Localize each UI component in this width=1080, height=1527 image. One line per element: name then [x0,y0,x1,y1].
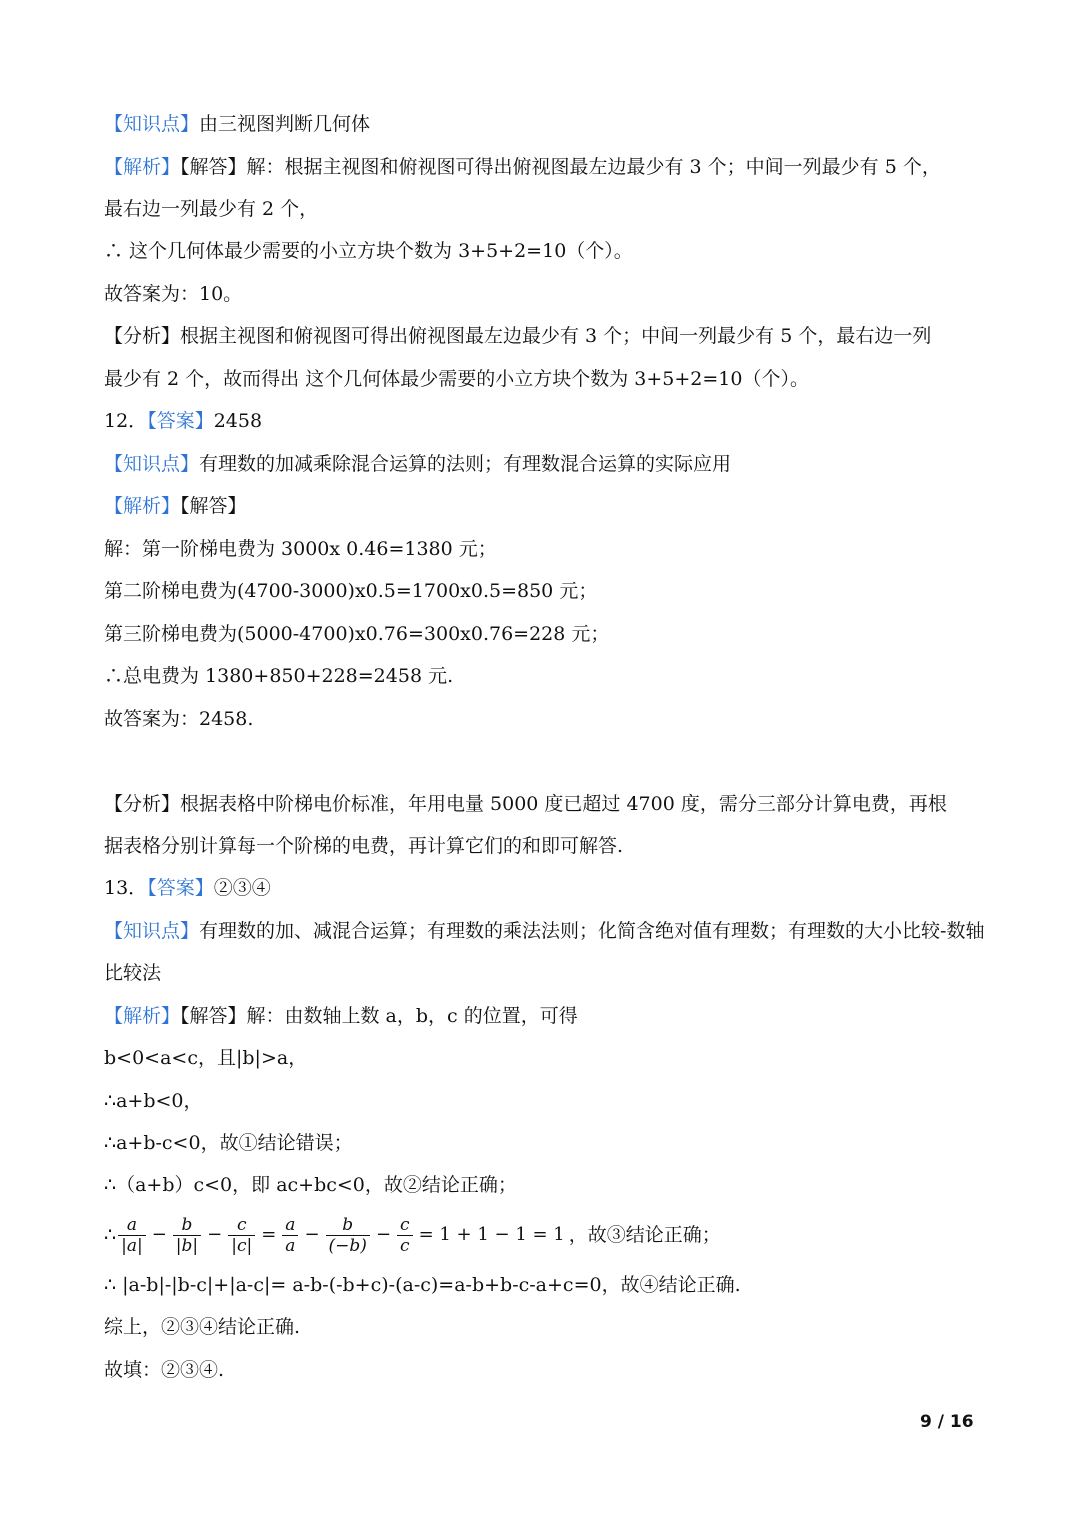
line-text: 综上，②③④结论正确. [104,1316,301,1338]
question-12-answer: 12．【答案】2458 [104,410,263,432]
line-text: 第三阶梯电费为(5000-4700)x0.76=300x0.76=228 元； [104,623,610,645]
line-analysis-11: 【解析】【解答】解：根据主视图和俯视图可得出俯视图最左边最少有 3 个；中间一列最少有 5 个， [104,156,941,178]
tag-knowledge: 【知识点】 [104,920,200,942]
line-answer-12: 故答案为：2458. [104,708,254,730]
line-knowledge-12: 【知识点】有理数的加减乘除混合运算的法则；有理数混合运算的实际应用 [104,453,732,475]
line-text: ∴a+b-c<0，故①结论错误； [104,1132,353,1154]
line-knowledge-13: 【知识点】有理数的加、减混合运算；有理数的乘法法则；化简含绝对值有理数；有理数的大小比较-数轴 [104,920,985,942]
line-text: ∴a+b<0， [104,1090,203,1112]
line-text: 解：第一阶梯电费为 3000x 0.46=1380 元； [104,538,497,560]
fraction: $\frac{b}{|b|}$ [173,1215,201,1256]
question-13-answer: 13．【答案】②③④ [104,877,271,899]
line-text: 最右边一列最少有 2 个， [104,198,319,220]
page-number: 9 / 16 [920,1412,974,1432]
fraction: $\frac{b}{(-b)}$ [326,1215,370,1256]
line-text: 第二阶梯电费为(4700-3000)x0.5=1700x0.5=850 元； [104,580,598,602]
line-answer-13: 故填：②③④. [104,1359,225,1381]
fraction: $\frac{a}{a}$ [282,1215,298,1256]
line-text: b<0<a<c，且|b|>a， [104,1047,308,1069]
line-text: ∴总电费为 1380+850+228=2458 元. [104,665,454,687]
line-explain-11: 【分析】根据主视图和俯视图可得出俯视图最左边最少有 3 个；中间一列最少有 5 个，最右边一列 [104,325,932,347]
line-explain-12: 【分析】根据表格中阶梯电价标准，年用电量 5000 度已超过 4700 度，需分三部分计算电费，再根 [104,793,947,815]
tag-knowledge: 【知识点】 [104,453,200,475]
tag-analysis: 【解析】 [104,1005,181,1027]
tag-answer: 【答案】 [147,410,214,432]
tag-knowledge: 【知识点】 [104,113,200,135]
formula-line: ∴ $\frac{a}{|a|}$ − $\frac{b}{|b|}$ − $\frac{c}{|c|}$ = $\frac{a}{a}$ − $\frac{b}{(-b)}$ − $\frac{c}{c}$ = 1 + 1 − 1 = 1 ，故③结论正确； [104,1214,721,1256]
tag-analysis: 【解析】 [104,495,181,517]
line-text: ∴ |a-b|-|b-c|+|a-c|= a-b-(-b+c)-(a-c)=a-b+b-c-a+c=0，故④结论正确. [104,1274,741,1296]
line-answer-11: 故答案为：10。 [104,283,243,305]
line-text: 比较法 [104,962,162,984]
tag-answer: 【答案】 [147,877,214,899]
line-knowledge-11: 【知识点】由三视图判断几何体 [104,113,371,135]
line-text: ∴（a+b）c<0，即 ac+bc<0，故②结论正确； [104,1174,517,1196]
line-text: ∴ 这个几何体最少需要的小立方块个数为 3+5+2=10（个）。 [104,240,633,262]
line-text: 据表格分别计算每一个阶梯的电费，再计算它们的和即可解答. [104,835,624,857]
fraction: $\frac{a}{|a|}$ [118,1215,146,1256]
line-analysis-12: 【解析】【解答】 [104,495,247,517]
fraction: $\frac{c}{|c|}$ [228,1215,255,1256]
line-text: 最少有 2 个，故而得出 这个几何体最少需要的小立方块个数为 3+5+2=10（个）。 [104,368,809,390]
line-analysis-13: 【解析】【解答】解：由数轴上数 a，b，c 的位置，可得 [104,1005,578,1027]
tag-analysis: 【解析】 [104,156,181,178]
fraction: $\frac{c}{c}$ [397,1215,413,1256]
